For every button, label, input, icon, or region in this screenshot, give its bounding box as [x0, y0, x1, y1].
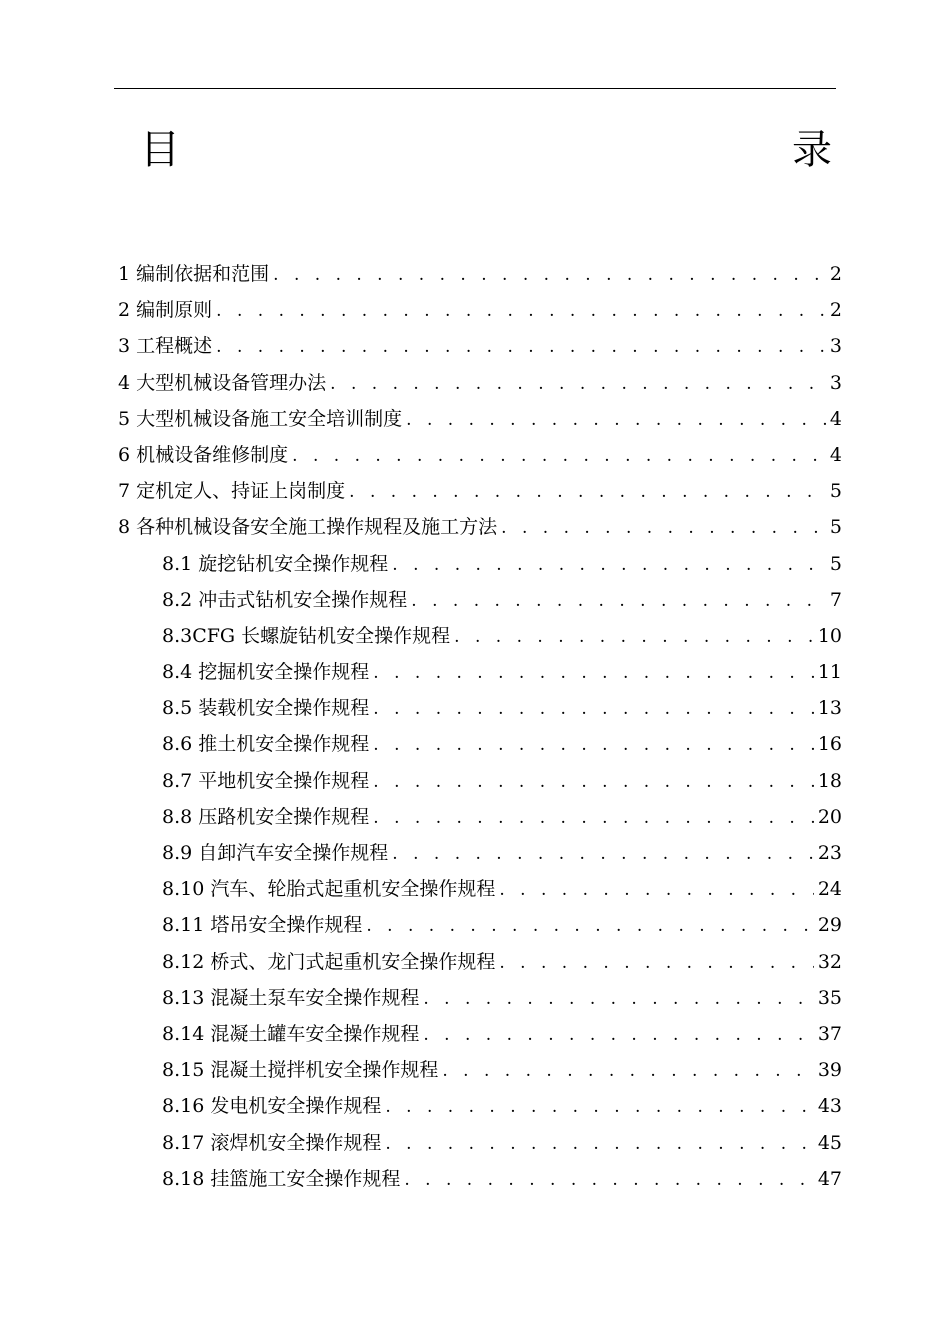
toc-entry[interactable]: [118, 907, 842, 943]
toc-entry-label: 1 编制依据和范围: [118, 263, 270, 285]
toc-dot-leader: [273, 257, 826, 293]
toc-entry-page-number: 13: [817, 697, 842, 720]
toc-entry[interactable]: [118, 1161, 842, 1197]
toc-entry-page-number: 45: [817, 1131, 842, 1154]
toc-dot-leader: [423, 1017, 813, 1053]
toc-entry[interactable]: [118, 582, 842, 618]
toc-entry[interactable]: [118, 256, 842, 292]
toc-entry-page-number: 39: [817, 1059, 842, 1082]
toc-entry[interactable]: [118, 1016, 842, 1052]
toc-entry-label: 8.16 发电机安全操作规程: [162, 1095, 382, 1118]
toc-entry[interactable]: [118, 944, 842, 980]
toc-entry-label: 2 编制原则: [118, 299, 213, 322]
toc-dot-leader: [373, 727, 814, 763]
toc-entry-label: 8.5 装载机安全操作规程: [162, 697, 370, 720]
toc-dot-leader: [349, 474, 826, 510]
toc-entry-page-number: 4: [829, 407, 842, 430]
toc-entry[interactable]: [118, 437, 842, 473]
toc-dot-leader: [373, 800, 814, 836]
toc-entry-page-number: 2: [829, 299, 842, 322]
toc-entry-page-number: 5: [829, 516, 842, 539]
toc-entry-page-number: 18: [817, 769, 842, 792]
toc-dot-leader: [292, 438, 826, 474]
toc-dot-leader: [385, 1126, 813, 1162]
toc-entry-page-number: 3: [829, 371, 842, 394]
toc-entry[interactable]: [118, 328, 842, 364]
toc-entry-page-number: 20: [817, 805, 842, 828]
toc-entry-page-number: 29: [817, 914, 842, 937]
toc-entry[interactable]: [118, 726, 842, 762]
toc-entry[interactable]: [118, 835, 842, 871]
toc-entry-page-number: 43: [817, 1095, 842, 1118]
toc-entry[interactable]: [118, 763, 842, 799]
toc-entry[interactable]: [118, 654, 842, 690]
toc-entry-label: 5 大型机械设备施工安全培训制度: [118, 407, 403, 430]
toc-entry[interactable]: [118, 546, 842, 582]
toc-entry-label: 6 机械设备维修制度: [118, 443, 289, 466]
toc-entry-label: 4 大型机械设备管理办法: [118, 371, 327, 394]
toc-entry-label: 8.18 挂篮施工安全操作规程: [162, 1167, 401, 1190]
toc-entry-page-number: 5: [829, 480, 842, 503]
toc-entry-page-number: 16: [817, 733, 842, 756]
toc-entry[interactable]: [118, 365, 842, 401]
toc-entry-page-number: 7: [829, 588, 842, 611]
toc-entry[interactable]: [118, 1052, 842, 1088]
toc-entry-label: 8.13 混凝土泵车安全操作规程: [162, 986, 420, 1009]
toc-entry-label: 8.3CFG 长螺旋钻机安全操作规程: [162, 624, 451, 647]
toc-dot-leader: [499, 872, 813, 908]
page-title: [140, 124, 832, 176]
toc-entry[interactable]: [118, 799, 842, 835]
toc-entry-label: 8.4 挖掘机安全操作规程: [162, 661, 370, 684]
toc-entry[interactable]: [118, 690, 842, 726]
toc-entry[interactable]: [118, 473, 842, 509]
toc-dot-leader: [411, 583, 826, 619]
toc-dot-leader: [216, 329, 826, 365]
toc-entry-label: 8.14 混凝土罐车安全操作规程: [162, 1022, 420, 1045]
toc-entry[interactable]: [118, 871, 842, 907]
toc-entry[interactable]: [118, 509, 842, 545]
toc-dot-leader: [216, 293, 826, 329]
table-of-contents: [118, 256, 842, 1197]
toc-entry[interactable]: [118, 1125, 842, 1161]
toc-entry[interactable]: [118, 980, 842, 1016]
toc-entry-label: 8.2 冲击式钻机安全操作规程: [162, 588, 408, 611]
toc-entry-label: 7 定机定人、持证上岗制度: [118, 480, 346, 503]
toc-entry-label: 8.1 旋挖钻机安全操作规程: [162, 552, 389, 575]
toc-dot-leader: [385, 1089, 813, 1125]
toc-dot-leader: [404, 1162, 813, 1198]
toc-entry-page-number: 47: [817, 1167, 842, 1190]
toc-entry-label: 8.12 桥式、龙门式起重机安全操作规程: [162, 950, 496, 973]
toc-entry[interactable]: [118, 618, 842, 654]
toc-entry-label: 8.17 滚焊机安全操作规程: [162, 1131, 382, 1154]
toc-entry-page-number: 37: [817, 1022, 842, 1045]
toc-entry[interactable]: [118, 292, 842, 328]
toc-dot-leader: [499, 945, 813, 981]
toc-entry-page-number: 5: [829, 552, 842, 575]
toc-entry-label: 8 各种机械设备安全施工操作规程及施工方法: [118, 516, 498, 539]
header-rule: [114, 88, 836, 89]
toc-entry-page-number: 3: [829, 335, 842, 358]
toc-dot-leader: [366, 908, 813, 944]
toc-entry-label: 8.8 压路机安全操作规程: [162, 805, 370, 828]
toc-entry-label: 8.9 自卸汽车安全操作规程: [162, 842, 389, 864]
toc-dot-leader: [373, 655, 814, 691]
toc-entry-page-number: 32: [817, 950, 842, 973]
toc-dot-leader: [442, 1053, 813, 1089]
toc-entry-page-number: 23: [817, 842, 842, 864]
toc-dot-leader: [423, 981, 813, 1017]
title-left-char: 目: [140, 127, 180, 173]
toc-dot-leader: [373, 764, 814, 800]
toc-entry-page-number: 24: [817, 878, 842, 901]
title-right-char: 录: [792, 127, 832, 173]
toc-entry-label: 8.11 塔吊安全操作规程: [162, 914, 363, 937]
toc-dot-leader: [392, 547, 826, 583]
toc-entry[interactable]: [118, 401, 842, 437]
toc-entry-page-number: 2: [829, 263, 842, 285]
toc-entry-page-number: 4: [829, 443, 842, 466]
toc-entry-page-number: 35: [817, 986, 842, 1009]
toc-entry-page-number: 11: [817, 661, 842, 684]
toc-entry-label: 8.6 推土机安全操作规程: [162, 733, 370, 756]
toc-dot-leader: [454, 619, 814, 655]
toc-dot-leader: [373, 691, 814, 727]
toc-entry-label: 8.15 混凝土搅拌机安全操作规程: [162, 1059, 439, 1082]
toc-entry[interactable]: [118, 1088, 842, 1124]
toc-dot-leader: [392, 836, 814, 872]
toc-entry-label: 8.10 汽车、轮胎式起重机安全操作规程: [162, 878, 496, 901]
toc-dot-leader: [406, 402, 826, 438]
toc-entry-page-number: 10: [817, 624, 842, 647]
toc-entry-label: 8.7 平地机安全操作规程: [162, 769, 370, 792]
toc-entry-label: 3 工程概述: [118, 335, 213, 358]
toc-dot-leader: [501, 510, 826, 546]
toc-dot-leader: [330, 366, 826, 402]
